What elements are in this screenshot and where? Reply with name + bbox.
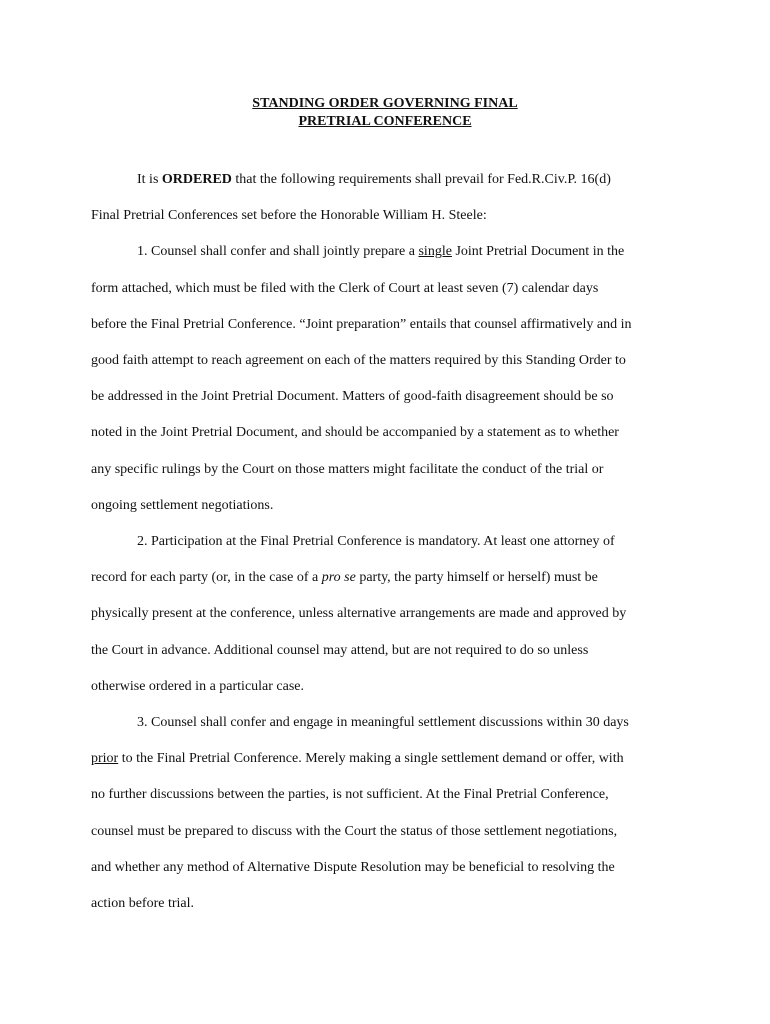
p2-line-2	[91, 560, 681, 596]
p2-line-3: physically present at the conference, unless alternative arrangements are made and approved by	[91, 606, 627, 622]
single-emphasis: single	[418, 244, 452, 260]
title-line-2: PRETRIAL CONFERENCE	[298, 114, 472, 129]
p3-text: to the Final Pretrial Conference. Merely making a single settlement demand or offer, with	[118, 751, 624, 767]
title-line-1: STANDING ORDER GOVERNING FINAL	[252, 96, 518, 111]
p2-line-5: otherwise ordered in a particular case.	[91, 678, 305, 694]
p1-line-1	[91, 234, 681, 270]
p1-line-7: any specific rulings by the Court on those matters might facilitate the conduct of the trial or	[91, 461, 604, 477]
p3-line-1: 3. Counsel shall confer and engage in meaningful settlement discussions within 30 days	[137, 715, 629, 731]
p3-line-5: and whether any method of Alternative Dispute Resolution may be beneficial to resolving the	[91, 859, 615, 875]
p2-line-4: the Court in advance. Additional counsel may attend, but are not required to do so unless	[91, 642, 589, 658]
p3-line-2	[91, 741, 681, 777]
paragraph-1	[91, 234, 681, 524]
intro-text: It is	[137, 172, 162, 187]
p2-line-1: 2. Participation at the Final Pretrial Conference is mandatory. At least one attorney of	[137, 534, 615, 550]
p2-text: party, the party himself or herself) must be	[355, 570, 598, 586]
ordered-emphasis: ORDERED	[161, 172, 232, 187]
pro-se-emphasis: pro se	[321, 570, 356, 586]
paragraph-2	[91, 524, 681, 705]
p1-text: Joint Pretrial Document in the	[451, 244, 625, 260]
p3-line-6: action before trial.	[91, 896, 195, 912]
p1-line-8: ongoing settlement negotiations.	[91, 497, 274, 513]
document-body	[91, 162, 681, 922]
p1-text: 1. Counsel shall confer and shall jointly prepare a	[137, 244, 419, 260]
p3-line-4: counsel must be prepared to discuss with the Court the status of those settlement negotiations,	[91, 823, 618, 839]
intro-line-1	[91, 162, 681, 198]
intro-line-2: Final Pretrial Conferences set before the Honorable William H. Steele:	[91, 208, 487, 224]
p1-line-4: good faith attempt to reach agreement on each of the matters required by this Standing Order to	[91, 353, 626, 369]
paragraph-3	[91, 705, 681, 922]
p2-text: record for each party (or, in the case of a	[91, 570, 322, 586]
intro-paragraph	[91, 162, 681, 234]
p1-line-3: before the Final Pretrial Conference. “Joint preparation” entails that counsel affirmatively and in	[91, 316, 632, 332]
prior-emphasis: prior	[91, 751, 119, 767]
p3-line-3: no further discussions between the parties, is not sufficient. At the Final Pretrial Conference,	[91, 787, 609, 803]
p1-line-2: form attached, which must be filed with the Clerk of Court at least seven (7) calendar days	[91, 280, 599, 296]
p1-line-6: noted in the Joint Pretrial Document, and should be accompanied by a statement as to whether	[91, 425, 619, 441]
p1-line-5: be addressed in the Joint Pretrial Document. Matters of good-faith disagreement should be so	[91, 389, 614, 405]
intro-text: that the following requirements shall prevail for Fed.R.Civ.P. 16(d)	[231, 172, 611, 187]
document-title	[0, 95, 770, 131]
